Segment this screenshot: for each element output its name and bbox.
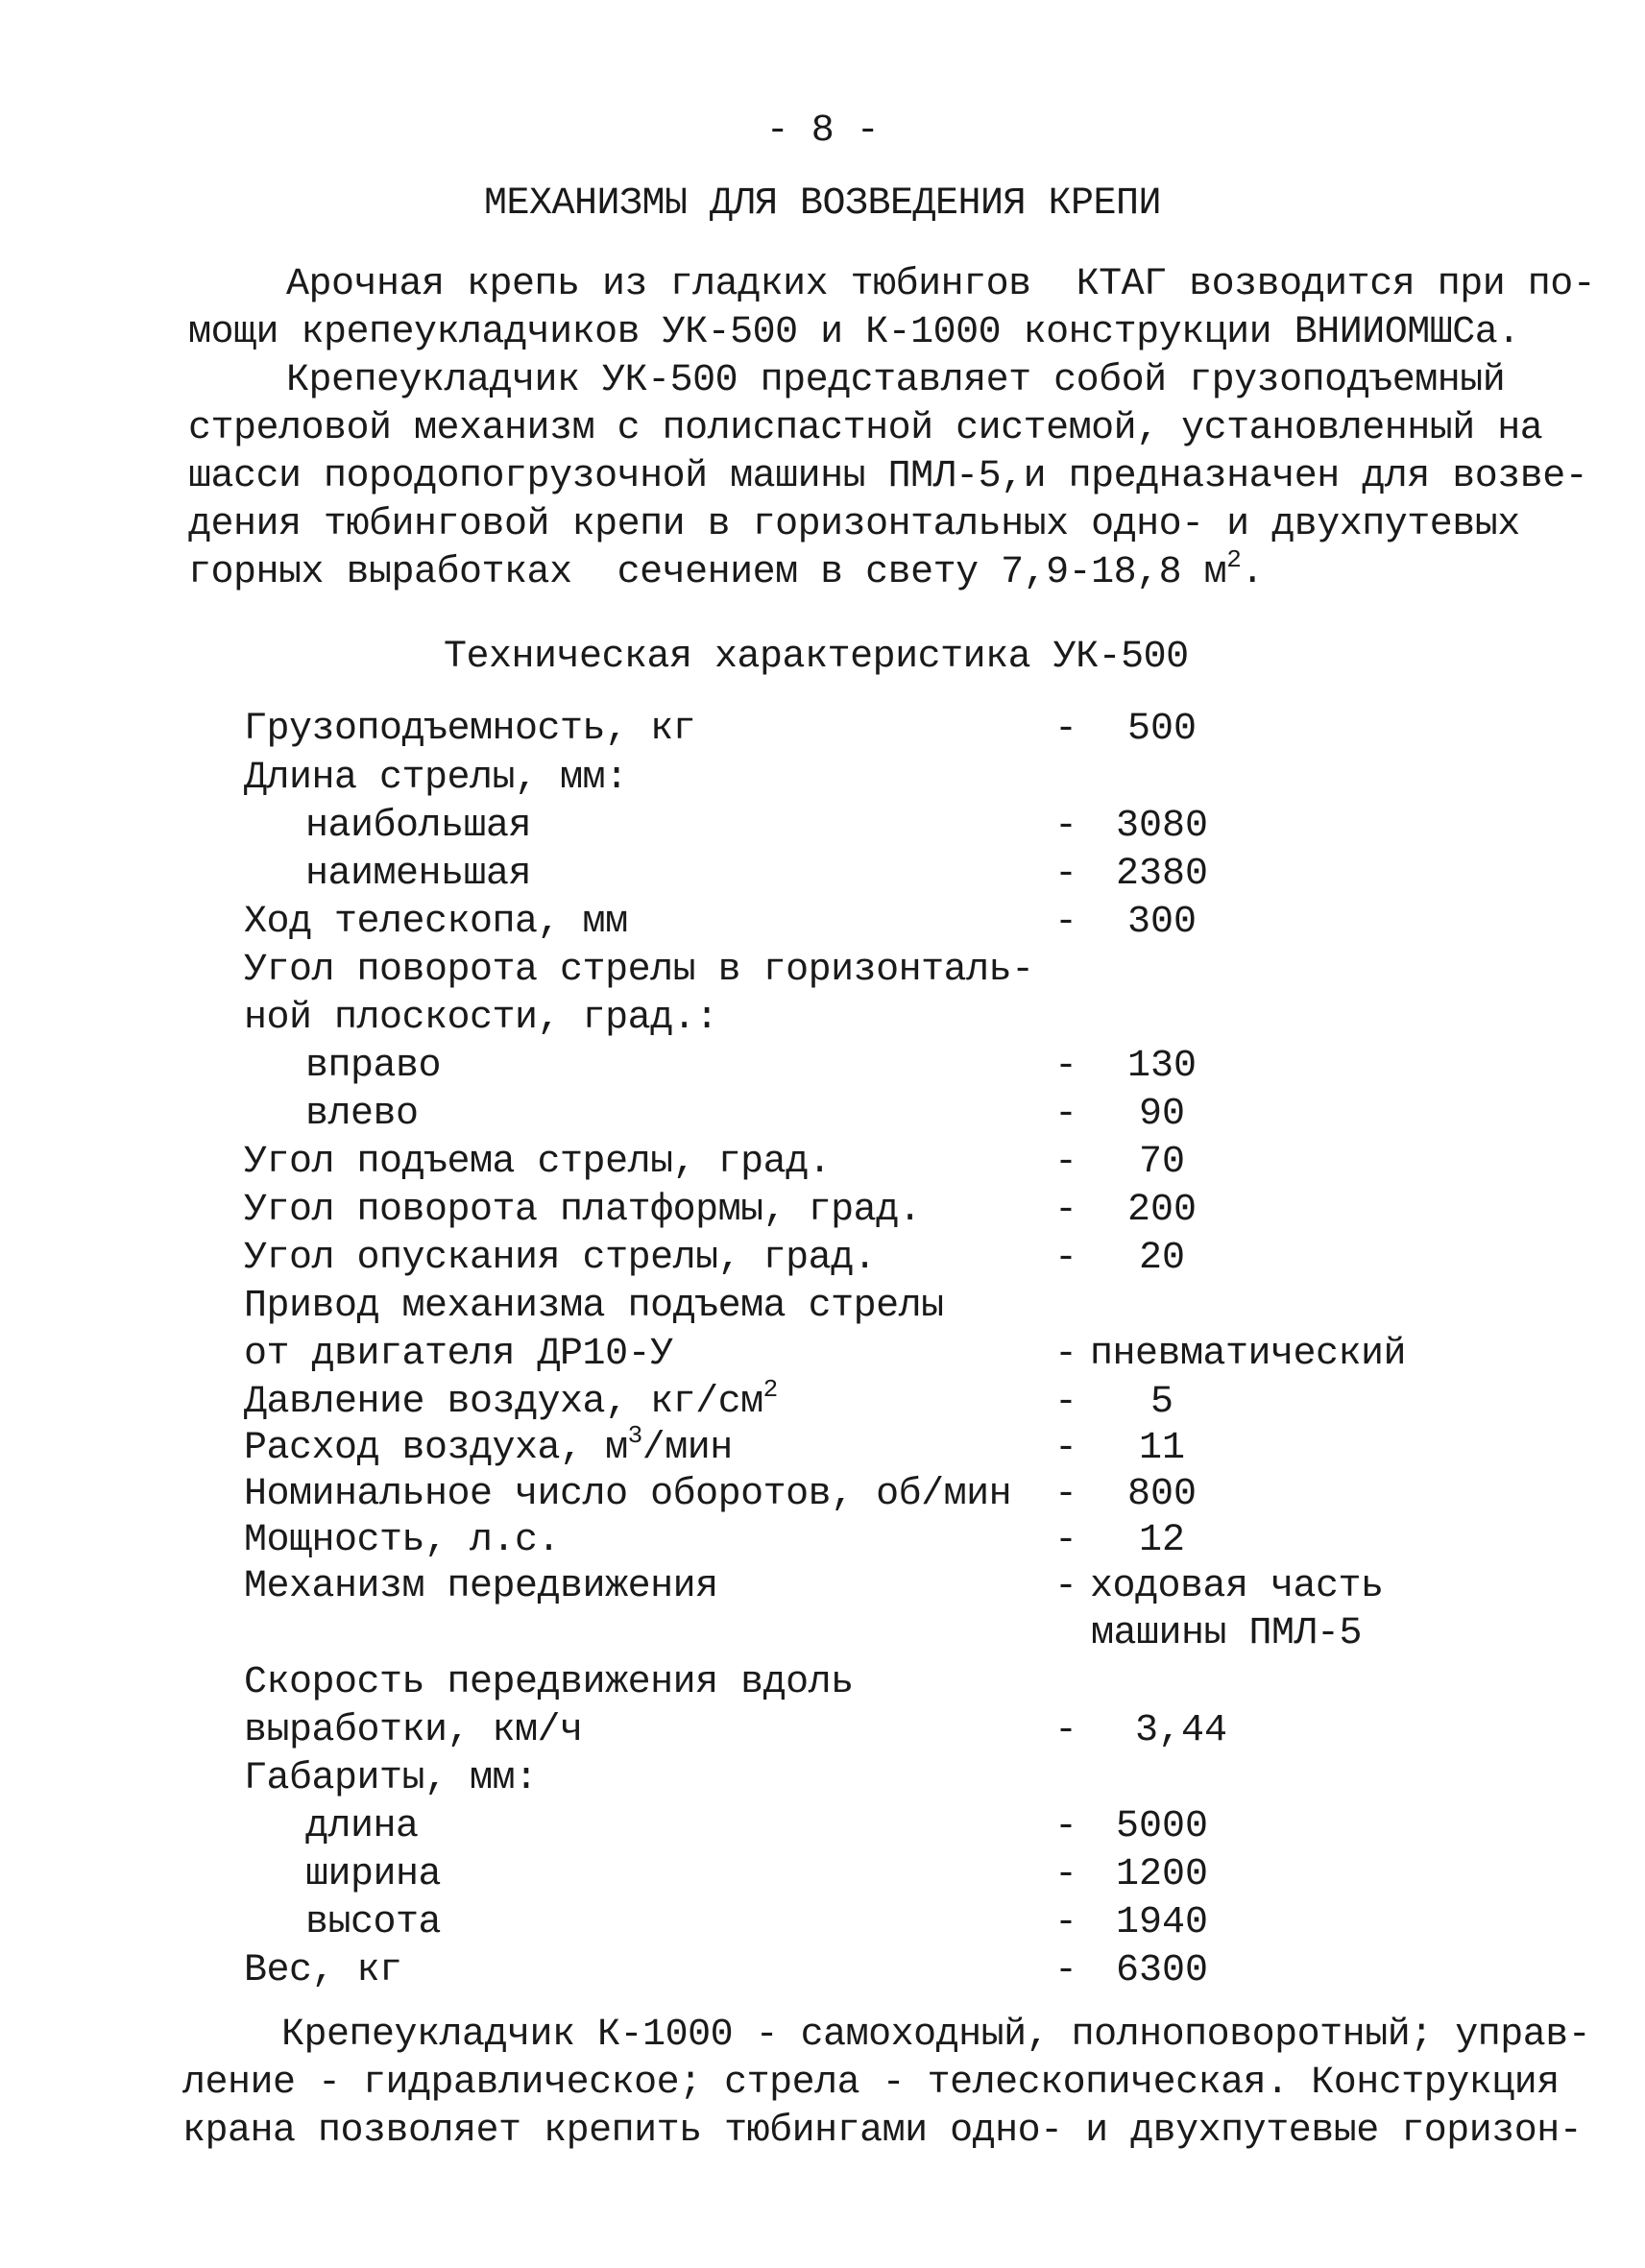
spec-value: ходовая часть — [1090, 1565, 1384, 1608]
spec-value: 20 — [1138, 1237, 1185, 1280]
spec-dash: - — [1054, 1949, 1078, 1992]
spec-label-text: Угол подъема стрелы, град. — [244, 1141, 832, 1184]
spec-label-end: /мин — [641, 1427, 733, 1470]
spec-dash: - — [1054, 1565, 1078, 1608]
spec-label — [305, 1851, 441, 1899]
spec-label-text: Давление воздуха, кг/см — [244, 1381, 763, 1424]
spec-label-text: Расход воздуха, м — [244, 1427, 628, 1470]
intro-line: Арочная крепь из гладких тюбингов КТАГ возводится при по- — [286, 263, 1596, 306]
spec-dash: - — [1054, 805, 1078, 848]
spec-dash: - — [1054, 1473, 1078, 1516]
spec-value: 3080 — [1115, 805, 1208, 848]
intro-line: дения тюбинговой крепи в горизонтальных одно- и двухпутевых — [188, 503, 1520, 546]
intro-text: горных выработках сечением в свету 7,9-18,8 м — [188, 551, 1227, 594]
spec-value: 3,44 — [1134, 1709, 1227, 1752]
spec-label — [244, 706, 695, 754]
spec-value: 130 — [1126, 1045, 1197, 1088]
spec-dash: - — [1054, 853, 1078, 896]
spec-dash: - — [1054, 1093, 1078, 1136]
outro-line: крана позволяет крепить тюбингами одно- и двухпутевые горизон- — [182, 2110, 1583, 2153]
page-number: - 8 - — [765, 109, 880, 153]
spec-value: 1940 — [1115, 1901, 1208, 1944]
spec-dash: - — [1054, 1427, 1078, 1470]
spec-value: машины ПМЛ-5 — [1091, 1612, 1363, 1655]
spec-value: 2380 — [1115, 853, 1208, 896]
spec-label-text: ной плоскости, град.: — [244, 997, 718, 1040]
intro-line: стреловой механизм с полиспастной системой, установленный на — [188, 407, 1543, 450]
spec-label-text: Привод механизма подъема стрелы — [244, 1285, 944, 1328]
spec-label-text: выработки, км/ч — [244, 1709, 583, 1752]
spec-label-text: Угол поворота стрелы в горизонталь- — [244, 949, 1034, 992]
spec-label — [244, 755, 628, 803]
spec-label — [244, 1283, 944, 1331]
intro-line — [188, 545, 1264, 597]
spec-label-text: Мощность, л.с. — [244, 1519, 561, 1562]
spec-label-text: влево — [305, 1093, 419, 1136]
spec-label — [305, 1803, 419, 1851]
outro-line: ление - гидравлическое; стрела - телескопическая. Конструкция — [182, 2062, 1560, 2105]
outro-line: Крепеукладчик К-1000 - самоходный, полноповоротный; управ- — [281, 2014, 1591, 2057]
spec-label — [244, 1563, 718, 1611]
spec-dash: - — [1054, 1709, 1078, 1752]
spec-dash: - — [1054, 1045, 1078, 1088]
section-title: МЕХАНИЗМЫ ДЛЯ ВОЗВЕДЕНИЯ КРЕПИ — [483, 182, 1162, 226]
spec-label-text: наименьшая — [305, 853, 532, 896]
spec-label — [244, 1517, 560, 1565]
superscript: 3 — [627, 1421, 642, 1450]
spec-value: 300 — [1126, 901, 1197, 944]
spec-label-text: Грузоподъемность, кг — [244, 708, 696, 751]
spec-label-text: Длина стрелы, мм: — [244, 757, 628, 800]
spec-label-text: Номинальное число оборотов, об/мин — [244, 1473, 1012, 1516]
spec-label — [305, 1899, 441, 1947]
intro-line: шасси породопогрузочной машины ПМЛ-5,и предназначен для возве- — [188, 455, 1588, 498]
spec-label — [244, 899, 628, 947]
spec-dash: - — [1054, 708, 1078, 751]
spec-value: 90 — [1138, 1093, 1185, 1136]
spec-value: пневматический — [1090, 1333, 1407, 1376]
spec-label — [244, 1139, 831, 1187]
spec-dash: - — [1054, 1805, 1078, 1848]
spec-label-text: Скорость передвижения вдоль — [244, 1661, 854, 1704]
spec-label — [244, 1659, 854, 1707]
spec-dash: - — [1054, 1141, 1078, 1184]
spec-label — [244, 1187, 921, 1235]
spec-label-text: от двигателя ДР10-У — [244, 1333, 673, 1376]
spec-label-text: Угол опускания стрелы, град. — [244, 1237, 877, 1280]
intro-line: Крепеукладчик УК-500 представляет собой грузоподъемный — [286, 359, 1506, 402]
spec-label — [244, 1375, 778, 1427]
spec-value: 800 — [1126, 1473, 1197, 1516]
spec-dash: - — [1054, 1333, 1078, 1376]
spec-value: 6300 — [1115, 1949, 1208, 1992]
spec-value: 5000 — [1115, 1805, 1208, 1848]
intro-end: . — [1241, 551, 1264, 594]
spec-label-text: наибольшая — [305, 805, 532, 848]
spec-label — [244, 1947, 402, 1995]
spec-value: 12 — [1138, 1519, 1185, 1562]
spec-label-text: длина — [305, 1805, 419, 1848]
spec-label — [244, 1421, 733, 1473]
superscript: 2 — [762, 1375, 778, 1404]
spec-label-text: Угол поворота платформы, град. — [244, 1189, 922, 1232]
spec-title: Техническая характеристика УК-500 — [444, 636, 1189, 679]
spec-label — [305, 803, 531, 851]
spec-value: 11 — [1138, 1427, 1185, 1470]
spec-dash: - — [1054, 1237, 1078, 1280]
spec-label — [244, 1755, 538, 1803]
spec-label — [244, 1235, 876, 1283]
spec-label-text: вправо — [305, 1045, 442, 1088]
spec-label — [244, 947, 1034, 995]
spec-label-text: высота — [305, 1901, 442, 1944]
spec-value: 1200 — [1115, 1853, 1208, 1896]
spec-label-text: Ход телескопа, мм — [244, 901, 628, 944]
spec-label — [244, 1707, 583, 1755]
spec-dash: - — [1054, 1519, 1078, 1562]
spec-label-text: Габариты, мм: — [244, 1757, 538, 1800]
spec-label — [305, 851, 531, 899]
spec-value: 5 — [1149, 1381, 1173, 1424]
spec-dash: - — [1054, 1853, 1078, 1896]
spec-dash: - — [1054, 1901, 1078, 1944]
spec-label-text: Вес, кг — [244, 1949, 402, 1992]
spec-dash: - — [1054, 901, 1078, 944]
spec-value: 200 — [1126, 1189, 1197, 1232]
spec-label — [305, 1043, 441, 1091]
superscript: 2 — [1226, 545, 1242, 574]
spec-label — [244, 1331, 673, 1379]
intro-line: мощи крепеукладчиков УК-500 и К-1000 конструкции ВНИИОМШСа. — [188, 311, 1520, 354]
spec-label — [305, 1091, 419, 1139]
spec-value: 70 — [1138, 1141, 1185, 1184]
spec-label-text: Механизм передвижения — [244, 1565, 718, 1608]
spec-label-text: ширина — [305, 1853, 442, 1896]
spec-label — [244, 995, 718, 1043]
spec-value: 500 — [1126, 708, 1197, 751]
spec-dash: - — [1054, 1381, 1078, 1424]
spec-dash: - — [1054, 1189, 1078, 1232]
spec-label — [244, 1471, 1011, 1519]
